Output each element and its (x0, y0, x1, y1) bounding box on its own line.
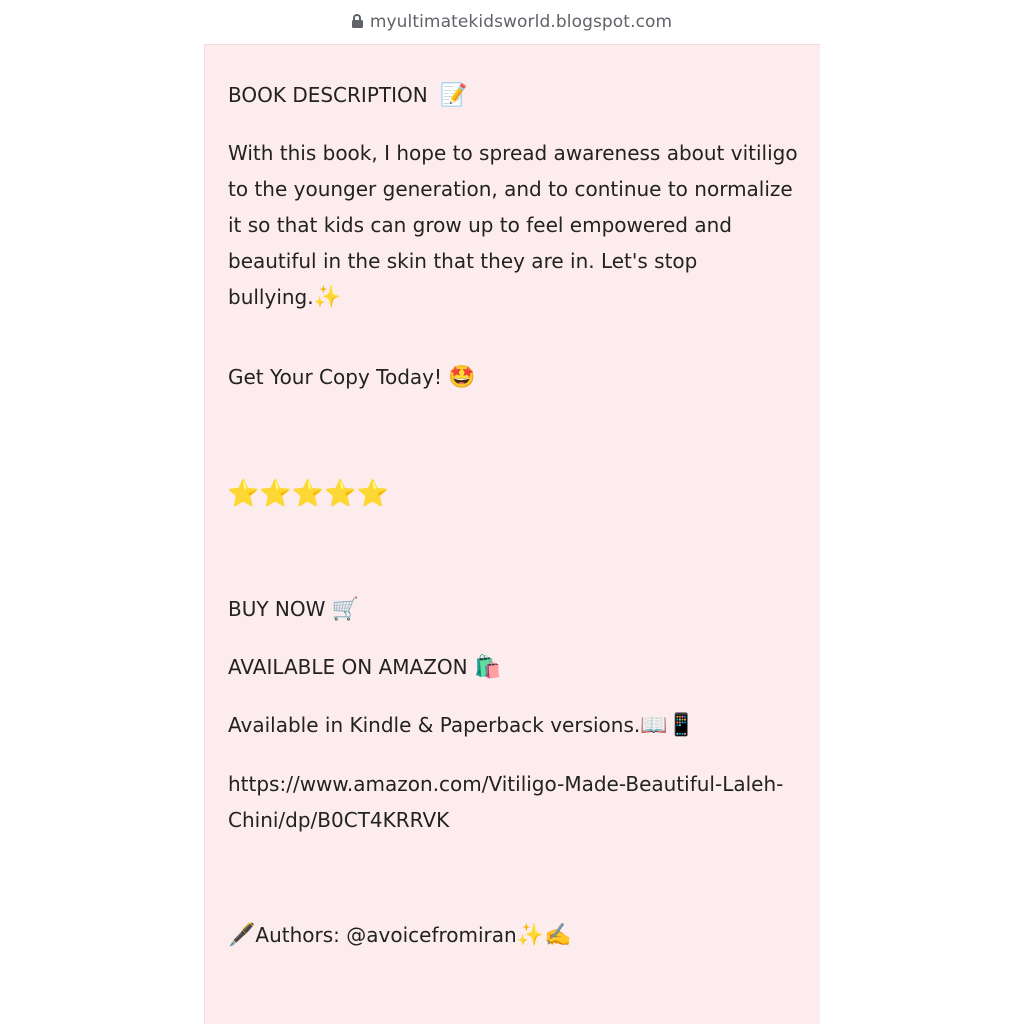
available-on-text: AVAILABLE ON AMAZON (228, 655, 468, 679)
shopping-bags-icon: 🛍️ (473, 655, 502, 680)
star-struck-icon: 🤩 (448, 365, 476, 390)
buy-now-text: BUY NOW (228, 597, 326, 621)
book-phone-icon: 📖📱 (640, 713, 696, 738)
rating-stars: ⭐⭐⭐⭐⭐ (227, 479, 389, 509)
authors-text: Authors: @avoicefromiran (255, 923, 517, 947)
authors-line (228, 923, 572, 948)
sparkles-writing-hand-icon: ✨✍️ (516, 923, 572, 948)
versions-text: Available in Kindle & Paperback versions. (228, 713, 641, 737)
get-your-copy-line (228, 365, 476, 390)
amazon-link-line-2[interactable]: Chini/dp/B0CT4KRRVK (228, 808, 450, 832)
description-text: With this book, I hope to spread awareness about vitiligo to the younger generation, and to continue to normalize it so that kids can grow up to feel empowered and beautiful in the skin that they are in. Let's stop bullying. (228, 141, 798, 309)
amazon-link[interactable] (228, 766, 808, 838)
book-description-heading (228, 83, 468, 108)
address-bar[interactable] (0, 0, 1024, 44)
url-text[interactable]: myultimatekidsworld.blogspot.com (369, 12, 673, 32)
heading-text: BOOK DESCRIPTION (228, 83, 428, 107)
versions-line (228, 713, 695, 738)
lock-icon (352, 14, 363, 28)
amazon-link-line-1[interactable]: https://www.amazon.com/Vitiligo-Made-Beautiful-Laleh- (228, 772, 784, 796)
buy-now-line (228, 597, 359, 622)
blog-post-content (204, 44, 820, 1024)
fountain-pen-icon: 🖋️ (228, 923, 256, 948)
shopping-cart-icon: 🛒 (331, 597, 360, 622)
memo-icon: 📝 (440, 83, 468, 108)
available-on-amazon-line (228, 655, 501, 680)
cta-text: Get Your Copy Today! (228, 365, 443, 389)
book-description-text (228, 135, 808, 316)
sparkles-icon: ✨ (313, 285, 342, 310)
